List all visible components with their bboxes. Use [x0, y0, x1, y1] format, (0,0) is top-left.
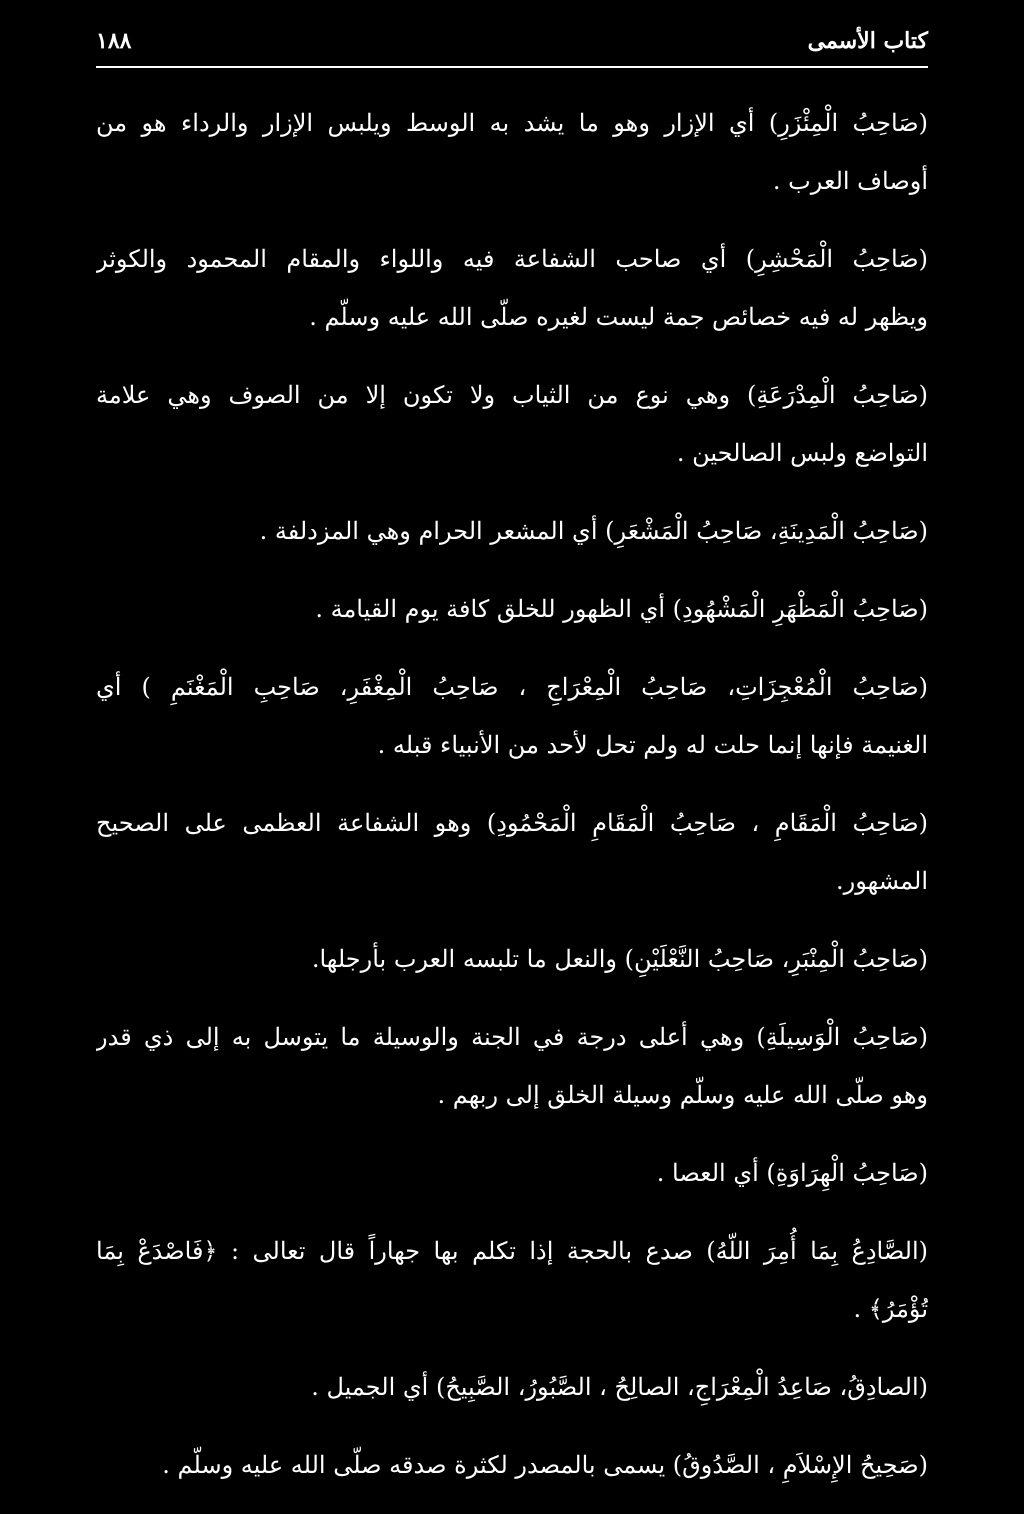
running-header	[96, 24, 928, 64]
text-line: ويظهر له فيه خصائص جمة ليست لغيره صلّى الله عليه وسلّم .	[309, 303, 928, 331]
text-line: (صَاحِبُ الْمَظْهَرِ الْمَشْهُودِ) أي الظهور للخلق كافة يوم القيامة .	[315, 595, 928, 623]
text-line: (صَاحِبُ الْمِنْبَرِ، صَاحِبُ النَّعْلَيْنِ) والنعل ما تلبسه العرب بأرجلها.	[311, 945, 928, 973]
entry-sahib-al-minbar	[96, 930, 928, 988]
entry-sahib-al-mujizat	[96, 658, 928, 774]
entry-al-sadi	[96, 1222, 928, 1338]
entry-sahih-al-islam	[96, 1436, 928, 1494]
entry-sahib-al-wasila	[96, 1008, 928, 1124]
entry-sahib-al-madina	[96, 502, 928, 560]
text-line: (الصادِقُ، صَاعِدُ الْمِعْرَاجِ، الصالِحُ ، الصَّبُورُ، الصَّبِيحُ) أي الجميل .	[311, 1373, 928, 1401]
text-line: أوصاف العرب .	[772, 167, 928, 195]
text-line: الغنيمة فإنها إنما حلت له ولم تحل لأحد من الأنبياء قبله .	[377, 731, 928, 759]
entry-al-sadiq	[96, 1358, 928, 1416]
text-line: (صَحِيحُ الإِسْلاَمِ ، الصَّدُوقُ) يسمى بالمصدر لكثرة صدقه صلّى الله عليه وسلّم .	[162, 1451, 928, 1479]
header-title: كتاب الأسمى	[807, 28, 928, 54]
text-line: (صَاحِبُ الْوَسِيلَةِ) وهي أعلى درجة في الجنة والوسيلة ما يتوسل به إلى ذي قدر	[96, 1023, 928, 1051]
entry-sahib-al-mahshar	[96, 230, 928, 346]
entry-sahib-al-maqam	[96, 794, 928, 910]
header-rule	[96, 66, 928, 68]
entry-sahib-al-hirawa	[96, 1144, 928, 1202]
text-line: (صَاحِبُ الْمِدْرَعَةِ) وهي نوع من الثياب ولا تكون إلا من الصوف وهي علامة	[96, 381, 928, 409]
text-line: تُؤْمَرُ﴾ .	[853, 1295, 928, 1323]
text-line: المشهور.	[836, 867, 928, 895]
text-line: وهو صلّى الله عليه وسلّم وسيلة الخلق إلى ربهم .	[437, 1081, 928, 1109]
text-line: التواضع ولبس الصالحين .	[676, 439, 928, 467]
text-line: (الصَّادِعُ بِمَا أُمِرَ اللّهُ) صدع بالحجة إذا تكلم بها جهاراً قال تعالى : ﴿فَاصْدَعْ بِمَا	[96, 1237, 928, 1265]
text-line: (صَاحِبُ الْمَقَامِ ، صَاحِبُ الْمَقَامِ الْمَحْمُودِ) وهو الشفاعة العظمى على الصحيح	[96, 809, 928, 837]
text-line: (صَاحِبُ الْمَدِينَةِ، صَاحِبُ الْمَشْعَرِ) أي المشعر الحرام وهي المزدلفة .	[259, 517, 928, 545]
page-body	[96, 94, 928, 1514]
text-line: (صَاحِبُ الْمَحْشِرِ) أي صاحب الشفاعة فيه واللواء والمقام المحمود والكوثر	[96, 245, 928, 273]
entry-sahib-al-mazhar	[96, 580, 928, 638]
text-line: (صَاحِبُ الْمِئْزَرِ) أي الإزار وهو ما يشد به الوسط ويلبس الإزار والرداء هو من	[96, 109, 928, 137]
page-number: ١٨٨	[96, 28, 132, 54]
text-line: (صَاحِبُ الْمُعْجِزَاتِ، صَاحِبُ الْمِعْرَاجِ ، صَاحِبُ الْمِغْفَرِ، صَاحِبِ الْمَغْنَمِ ) أي	[96, 673, 928, 701]
entry-sahib-al-midraa	[96, 366, 928, 482]
entry-sahib-al-mizar	[96, 94, 928, 210]
text-line: (صَاحِبُ الْهِرَاوَةِ) أي العصا .	[656, 1159, 928, 1187]
